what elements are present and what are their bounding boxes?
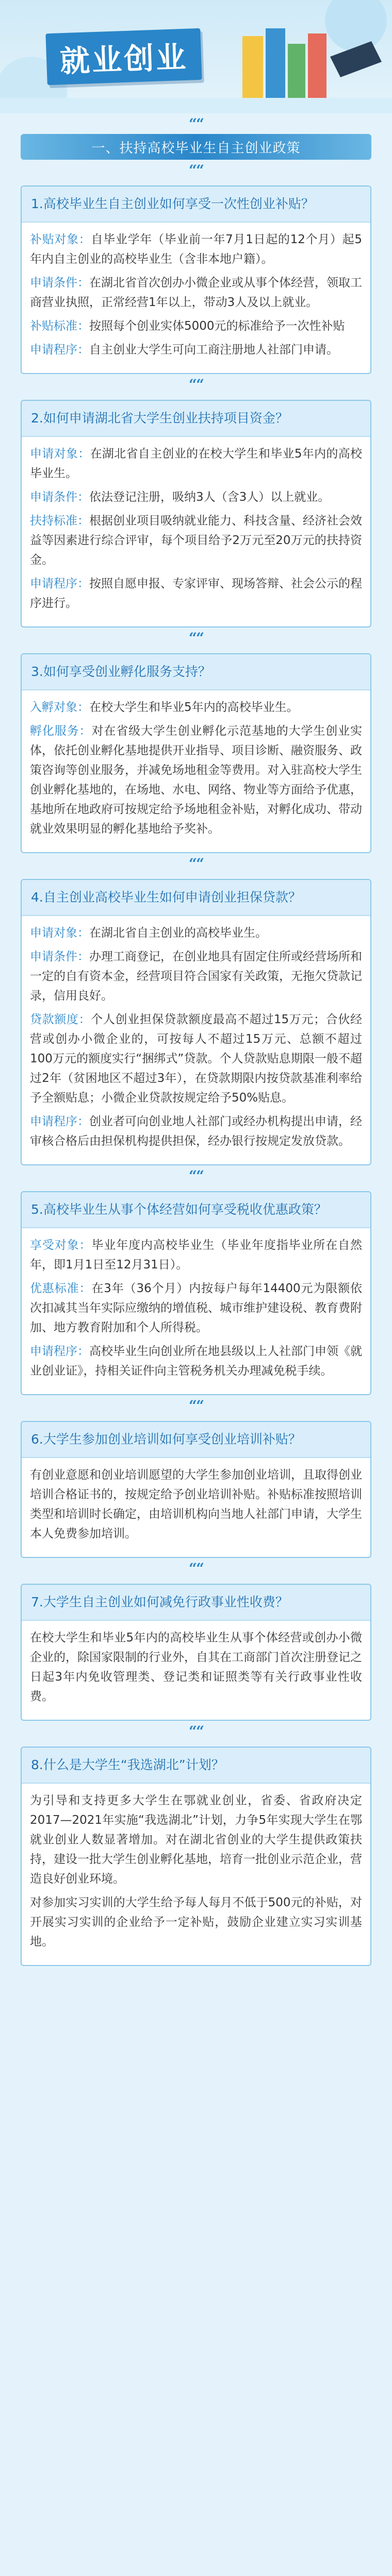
policy-question: 6.大学生参加创业培训如何享受创业培训补贴？: [22, 1422, 370, 1458]
policy-text: 毕业年度内高校毕业生（毕业年度指毕业所在自然年，即1月1日至12月31日）。: [30, 1239, 363, 1272]
policy-question: 1.高校毕业生自主创业如何享受一次性创业补贴？: [22, 187, 370, 223]
policy-paragraph: [30, 316, 362, 336]
policy-body: [22, 690, 370, 852]
policy-label: 申请条件：: [30, 950, 89, 963]
header-banner: [0, 0, 392, 113]
policy-text: 有创业意愿和创业培训愿望的大学生参加创业培训，且取得创业培训合格证书的，按规定给予创业培训补贴。补贴标准按照培训类型和培训时长确定，由培训机构向当地人社部门申请，大学生本人免费参加培训。: [30, 1468, 362, 1540]
policy-text: 在湖北省首次创办小微企业或从事个体经营，领取工商营业执照，正常经营1年以上，带动3人及以上就业。: [30, 276, 362, 309]
quote-mark: “ “: [188, 115, 204, 132]
policy-text: 在3年（36个月）内按每户每年14400元为限额依次扣减其当年实际应缴纳的增值税、城市维护建设税、教育费附加、地方教育附加和个人所得税。: [30, 1282, 362, 1334]
policy-paragraph: [30, 230, 362, 269]
policy-label: 申请条件：: [30, 490, 89, 504]
policy-label: 补贴标准：: [30, 319, 89, 333]
policy-label: 优惠标准：: [30, 1282, 92, 1295]
policy-list: [0, 160, 392, 1966]
policy-text: 在校大学生和毕业5年内的高校毕业生从事个体经营或创办小微企业的，除国家限制的行业外，自其在工商部门首次注册登记之日起3年内免收管理类、登记类和证照类等有关行政事业性收费。: [30, 1631, 362, 1703]
policy-label: 申请条件：: [30, 276, 89, 290]
policy-question: 7.大学生自主创业如何减免行政事业性收费？: [22, 1585, 370, 1621]
quote-mark: “ “: [188, 1397, 204, 1414]
policy-text: 对参加实习实训的大学生给予每人每月不低于500元的补贴，对开展实习实训的企业给予一定补贴，鼓励企业建立实习实训基地。: [30, 1896, 362, 1948]
policy-question: 8.什么是大学生“我选湖北”计划？: [22, 1748, 370, 1784]
quote-mark: “ “: [188, 1560, 204, 1577]
policy-paragraph: [30, 273, 362, 312]
policy-question: 3.如何享受创业孵化服务支持？: [22, 654, 370, 690]
quote-mark: “ “: [188, 1167, 204, 1184]
policy-paragraph: [30, 923, 362, 943]
policy-card: [21, 653, 371, 853]
policy-text: 在校大学生和毕业5年内的高校毕业生。: [89, 701, 299, 714]
policy-card: [21, 1421, 371, 1558]
policy-paragraph: [30, 1342, 362, 1381]
policy-paragraph: [30, 511, 362, 570]
policy-card: [21, 185, 371, 374]
policy-paragraph: [30, 947, 362, 1006]
policy-card: [21, 879, 371, 1165]
quote-mark: “ “: [188, 161, 204, 179]
policy-label: 孵化服务：: [30, 724, 92, 738]
policy-label: 补贴对象：: [30, 233, 91, 246]
policy-body: [22, 223, 370, 373]
policy-paragraph: [30, 1791, 362, 1889]
policy-label: 申请程序：: [30, 343, 89, 357]
policy-card: [21, 1747, 371, 1966]
policy-text: 按照每个创业实体5000元的标准给予一次性补贴: [89, 319, 345, 333]
policy-label: 申请程序：: [30, 1345, 89, 1358]
policy-label: 申请程序：: [30, 577, 89, 590]
quote-mark: “ “: [188, 629, 204, 647]
policy-paragraph: [30, 1010, 362, 1108]
policy-label: 入孵对象：: [30, 701, 89, 714]
policy-text: 自毕业学年（毕业前一年7月1日起的12个月）起5年内自主创业的高校毕业生（含非本地户籍）。: [30, 233, 363, 266]
policy-paragraph: [30, 574, 362, 613]
policy-text: 办理工商登记，在创业地具有固定住所或经营场所和一定的自有资本金，经营项目符合国家有关政策，无拖欠贷款记录，信用良好。: [30, 950, 362, 1003]
policy-paragraph: [30, 340, 362, 360]
policy-label: 申请对象：: [30, 926, 89, 940]
policy-text: 按照自愿申报、专家评审、现场答辩、社会公示的程序进行。: [30, 577, 362, 610]
quote-mark: “ “: [188, 855, 204, 872]
section-title-bar: 一、扶持高校毕业生自主创业政策: [21, 134, 371, 160]
policy-text: 自主创业大学生可向工商注册地人社部门申请。: [89, 343, 338, 357]
policy-paragraph: [30, 1893, 362, 1952]
policy-body: [22, 916, 370, 1164]
policy-paragraph: [30, 487, 362, 507]
policy-question: 2.如何申请湖北省大学生创业扶持项目资金？: [22, 401, 370, 437]
policy-text: 为引导和支持更多大学生在鄂就业创业，省委、省政府决定2017—2021年实施“我选湖北”计划，力争5年实现大学生在鄂就业创业人数显著增加。对在湖北省创业的大学生提供政策扶持，建设一批大学生创业孵化基地，培育一批创业示范企业，营造良好创业环境。: [30, 1794, 362, 1886]
policy-label: 贷款额度：: [30, 1013, 91, 1026]
policy-body: [22, 1621, 370, 1720]
policy-label: 扶持标准：: [30, 514, 89, 528]
policy-text: 在湖北省自主创业的在校大学生和毕业5年内的高校毕业生。: [30, 447, 363, 480]
policy-text: 依法登记注册，吸纳3人（含3人）以上就业。: [89, 490, 330, 504]
policy-paragraph: [30, 444, 362, 483]
quote-mark: “ “: [188, 1722, 204, 1740]
policy-paragraph: [30, 721, 362, 839]
policy-body: [22, 1458, 370, 1557]
policy-paragraph: [30, 1279, 362, 1337]
policy-body: [22, 1228, 370, 1394]
quote-mark: “ “: [188, 376, 204, 393]
policy-question: 5.高校毕业生从事个体经营如何享受税收优惠政策？: [22, 1192, 370, 1228]
policy-card: [21, 400, 371, 628]
policy-text: 对在省级大学生创业孵化示范基地的大学生创业实体，依托创业孵化基地提供开业指导、项目诊断、融资服务、政策咨询等创业服务，并减免场地租金等费用。对入驻高校大学生创业孵化基地的，在场地、水电、网络、物业等方面给予优惠，基地所在地政府可按规定给予场地租金补贴，对孵化成功、带动就业效果明显的孵化基地给予奖补。: [30, 724, 363, 836]
policy-text: 根据创业项目吸纳就业能力、科技含量、经济社会效益等因素进行综合评审，每个项目给予2万元至20万元的扶持资金。: [30, 514, 362, 567]
policy-question: 4.自主创业高校毕业生如何申请创业担保贷款？: [22, 880, 370, 916]
policy-card: [21, 1584, 371, 1721]
policy-body: [22, 1784, 370, 1965]
policy-text: 在湖北省自主创业的高校毕业生。: [89, 926, 267, 940]
policy-paragraph: [30, 1235, 362, 1275]
policy-text: 高校毕业生向创业所在地县级以上人社部门申领《就业创业证》，持相关证件向主管税务机关办理减免税手续。: [30, 1345, 362, 1378]
policy-paragraph: [30, 1112, 362, 1151]
policy-label: 申请对象：: [30, 447, 90, 461]
policy-paragraph: [30, 1465, 362, 1544]
policy-text: 个人创业担保贷款额度最高不超过15万元；合伙经营或创办小微企业的，可按每人不超过15万元、总额不超过100万元的额度实行“捆绑式”贷款。个人贷款贴息期限一般不超过2年（贫困地区不超过3年），在贷款期限内按贷款基准利率给予全额贴息；小微企业贷款按规定给予50%贴息。: [30, 1013, 362, 1105]
page-title: 就业创业: [45, 28, 202, 85]
policy-text: 创业者可向创业地人社部门或经办机构提出申请，经审核合格后由担保机构提供担保，经办银行按规定发放贷款。: [30, 1115, 362, 1148]
policy-label: 享受对象：: [30, 1239, 92, 1252]
policy-label: 申请程序：: [30, 1115, 89, 1128]
policy-card: [21, 1191, 371, 1395]
policy-paragraph: [30, 1628, 362, 1706]
policy-body: [22, 437, 370, 626]
policy-paragraph: [30, 698, 362, 717]
